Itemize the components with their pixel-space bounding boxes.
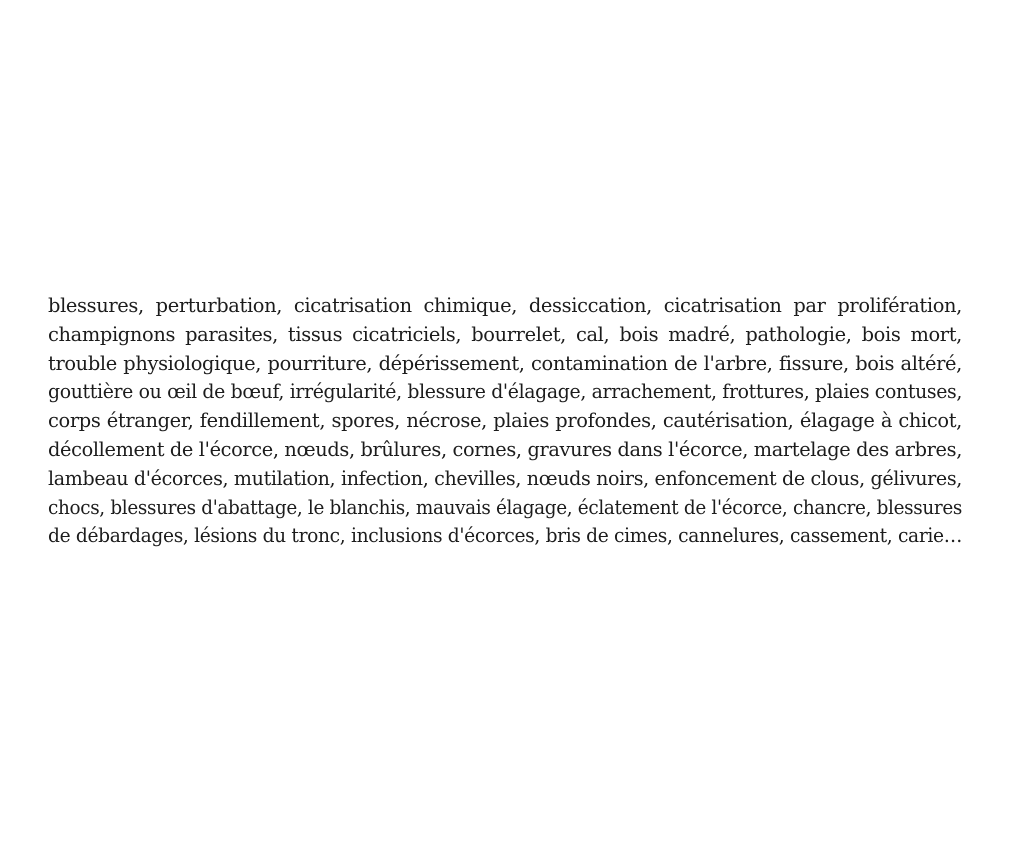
- body-paragraph: [48, 292, 962, 551]
- text-line: chocs, blessures d'abattage, le blanchis, mauvais élagage, éclatement de l'écorce, chancre, blessures: [48, 495, 962, 519]
- text-line: gouttière ou œil de bœuf, irrégularité, blessure d'élagage, arrachement, frottures, plaies contuses,: [48, 380, 962, 404]
- text-line: trouble physiologique, pourriture, dépérissement, contamination de l'arbre, fissure, bois altéré,: [48, 351, 962, 375]
- text-line: champignons parasites, tissus cicatriciels, bourrelet, cal, bois madré, pathologie, bois mort,: [48, 322, 962, 346]
- text-line: blessures, perturbation, cicatrisation chimique, dessiccation, cicatrisation par prolifération,: [48, 294, 962, 317]
- text-line: décollement de l'écorce, nœuds, brûlures, cornes, gravures dans l'écorce, martelage des arbres,: [48, 437, 962, 461]
- text-line: lambeau d'écorces, mutilation, infection, chevilles, nœuds noirs, enfoncement de clous, gélivures,: [48, 466, 962, 490]
- text-line: corps étranger, fendillement, spores, nécrose, plaies profondes, cautérisation, élagage à chicot,: [48, 409, 962, 433]
- text-line: de débardages, lésions du tronc, inclusions d'écorces, bris de cimes, cannelures, cassement, carie…: [48, 524, 962, 548]
